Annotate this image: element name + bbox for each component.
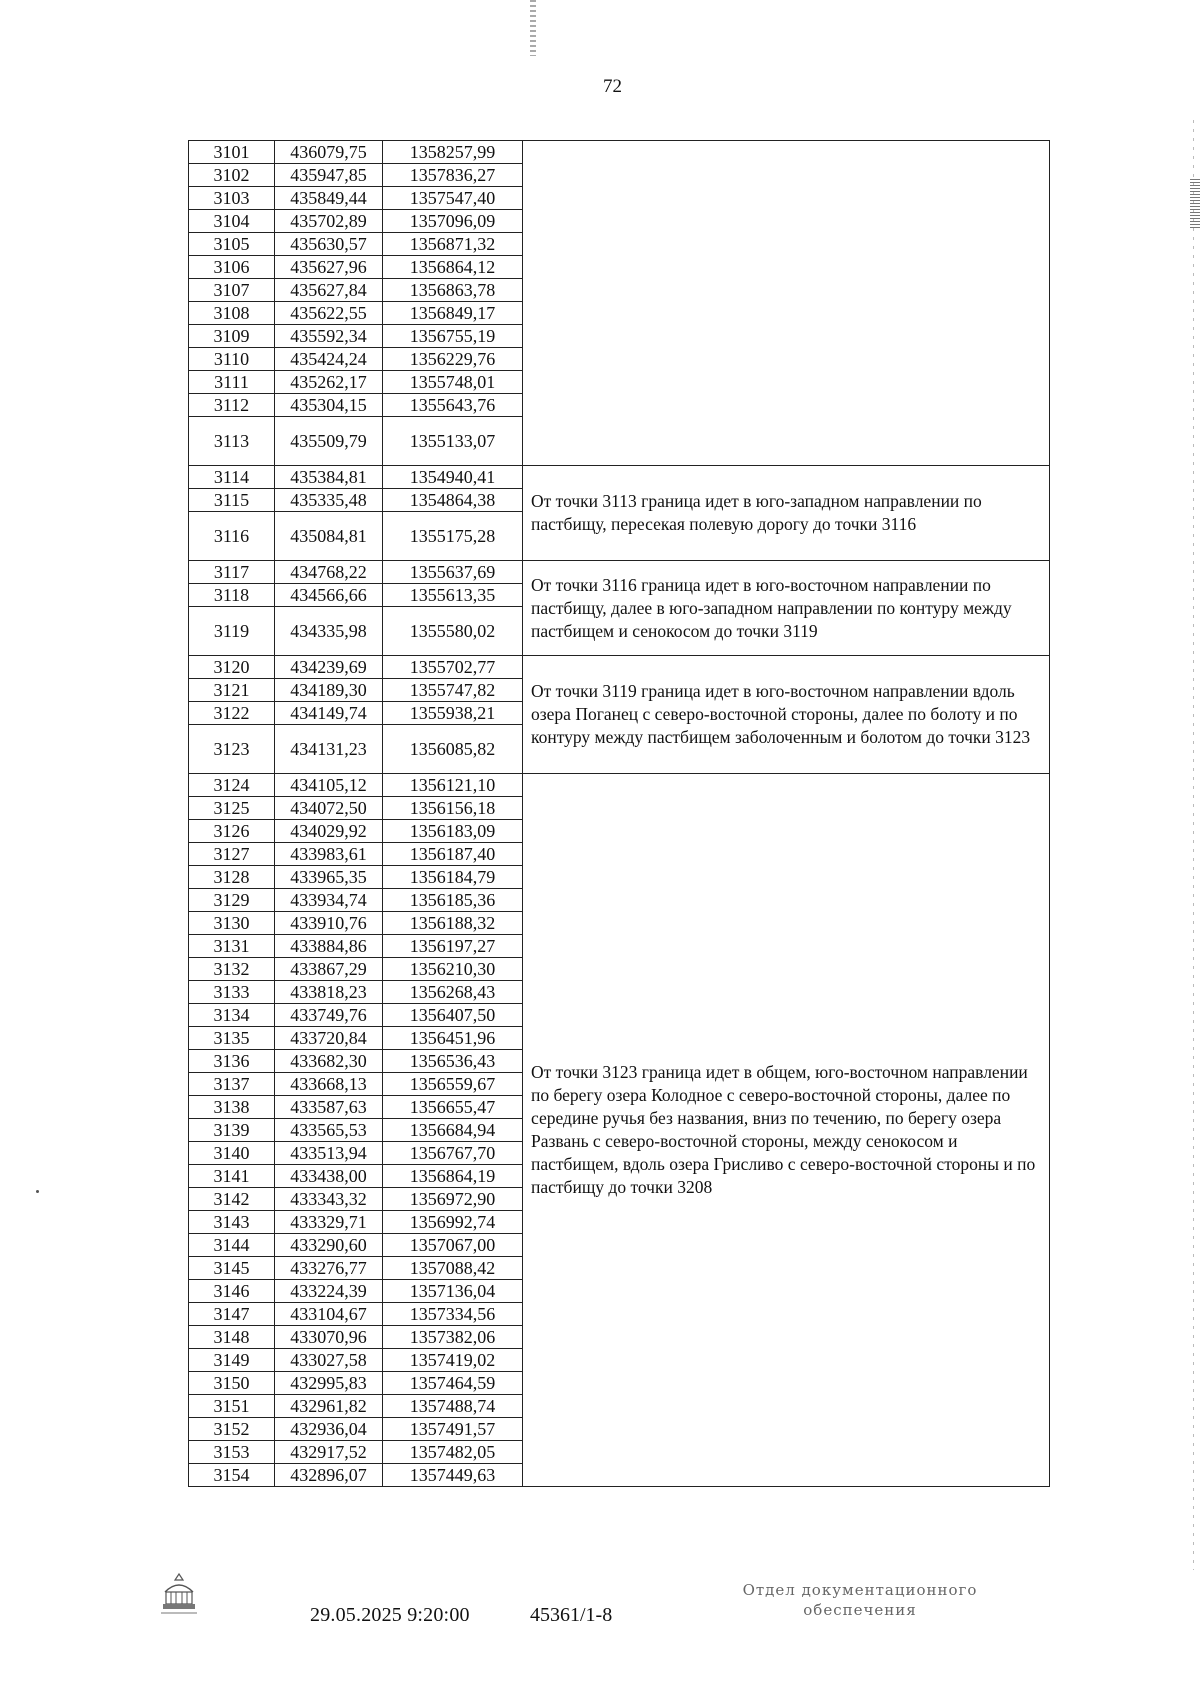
x-coordinate-cell: 435335,48 xyxy=(275,489,383,512)
boundary-description-cell: От точки 3116 граница идет в юго-восточном направлении по пастбищу, далее в юго-западном направлении по контуру между пастбищем и сенокосом до точки 3119 xyxy=(523,561,1050,656)
y-coordinate-cell: 1356184,79 xyxy=(383,866,523,889)
x-coordinate-cell: 435592,34 xyxy=(275,325,383,348)
y-coordinate-cell: 1356187,40 xyxy=(383,843,523,866)
point-number-cell: 3140 xyxy=(189,1142,275,1165)
point-number-cell: 3125 xyxy=(189,797,275,820)
point-number-cell: 3119 xyxy=(189,607,275,656)
x-coordinate-cell: 433720,84 xyxy=(275,1027,383,1050)
x-coordinate-cell: 434239,69 xyxy=(275,656,383,679)
y-coordinate-cell: 1356451,96 xyxy=(383,1027,523,1050)
point-number-cell: 3123 xyxy=(189,725,275,774)
point-number-cell: 3104 xyxy=(189,210,275,233)
emblem-icon xyxy=(157,1570,201,1616)
stamp-line-1: Отдел документационного xyxy=(742,1581,978,1599)
point-number-cell: 3128 xyxy=(189,866,275,889)
point-number-cell: 3117 xyxy=(189,561,275,584)
y-coordinate-cell: 1355175,28 xyxy=(383,512,523,561)
y-coordinate-cell: 1356183,09 xyxy=(383,820,523,843)
x-coordinate-cell: 433884,86 xyxy=(275,935,383,958)
x-coordinate-cell: 433910,76 xyxy=(275,912,383,935)
point-number-cell: 3110 xyxy=(189,348,275,371)
y-coordinate-cell: 1356229,76 xyxy=(383,348,523,371)
point-number-cell: 3150 xyxy=(189,1372,275,1395)
y-coordinate-cell: 1356407,50 xyxy=(383,1004,523,1027)
point-number-cell: 3107 xyxy=(189,279,275,302)
point-number-cell: 3103 xyxy=(189,187,275,210)
scan-artifact-edge xyxy=(1193,120,1194,1570)
y-coordinate-cell: 1355748,01 xyxy=(383,371,523,394)
x-coordinate-cell: 434566,66 xyxy=(275,584,383,607)
x-coordinate-cell: 434105,12 xyxy=(275,774,383,797)
y-coordinate-cell: 1356684,94 xyxy=(383,1119,523,1142)
point-number-cell: 3151 xyxy=(189,1395,275,1418)
x-coordinate-cell: 434768,22 xyxy=(275,561,383,584)
point-number-cell: 3154 xyxy=(189,1464,275,1487)
point-number-cell: 3122 xyxy=(189,702,275,725)
y-coordinate-cell: 1356871,32 xyxy=(383,233,523,256)
point-number-cell: 3121 xyxy=(189,679,275,702)
point-number-cell: 3112 xyxy=(189,394,275,417)
point-number-cell: 3148 xyxy=(189,1326,275,1349)
x-coordinate-cell: 435304,15 xyxy=(275,394,383,417)
x-coordinate-cell: 433668,13 xyxy=(275,1073,383,1096)
x-coordinate-cell: 433983,61 xyxy=(275,843,383,866)
x-coordinate-cell: 432936,04 xyxy=(275,1418,383,1441)
footer-date: 29.05.2025 9:20:00 xyxy=(310,1604,470,1626)
y-coordinate-cell: 1356185,36 xyxy=(383,889,523,912)
x-coordinate-cell: 432961,82 xyxy=(275,1395,383,1418)
x-coordinate-cell: 435084,81 xyxy=(275,512,383,561)
point-number-cell: 3149 xyxy=(189,1349,275,1372)
x-coordinate-cell: 436079,75 xyxy=(275,141,383,164)
y-coordinate-cell: 1357067,00 xyxy=(383,1234,523,1257)
y-coordinate-cell: 1356156,18 xyxy=(383,797,523,820)
y-coordinate-cell: 1356210,30 xyxy=(383,958,523,981)
point-number-cell: 3111 xyxy=(189,371,275,394)
y-coordinate-cell: 1355747,82 xyxy=(383,679,523,702)
y-coordinate-cell: 1355637,69 xyxy=(383,561,523,584)
point-number-cell: 3139 xyxy=(189,1119,275,1142)
y-coordinate-cell: 1356188,32 xyxy=(383,912,523,935)
y-coordinate-cell: 1356268,43 xyxy=(383,981,523,1004)
coordinates-table xyxy=(188,140,1050,1487)
y-coordinate-cell: 1358257,99 xyxy=(383,141,523,164)
y-coordinate-cell: 1357419,02 xyxy=(383,1349,523,1372)
point-number-cell: 3141 xyxy=(189,1165,275,1188)
point-number-cell: 3147 xyxy=(189,1303,275,1326)
x-coordinate-cell: 435424,24 xyxy=(275,348,383,371)
x-coordinate-cell: 433934,74 xyxy=(275,889,383,912)
point-number-cell: 3120 xyxy=(189,656,275,679)
point-number-cell: 3136 xyxy=(189,1050,275,1073)
y-coordinate-cell: 1355643,76 xyxy=(383,394,523,417)
table-row xyxy=(189,774,1050,797)
x-coordinate-cell: 433587,63 xyxy=(275,1096,383,1119)
y-coordinate-cell: 1357464,59 xyxy=(383,1372,523,1395)
department-stamp xyxy=(710,1580,1010,1620)
x-coordinate-cell: 435702,89 xyxy=(275,210,383,233)
x-coordinate-cell: 434072,50 xyxy=(275,797,383,820)
x-coordinate-cell: 432995,83 xyxy=(275,1372,383,1395)
y-coordinate-cell: 1357488,74 xyxy=(383,1395,523,1418)
y-coordinate-cell: 1356849,17 xyxy=(383,302,523,325)
table-row xyxy=(189,466,1050,489)
y-coordinate-cell: 1356559,67 xyxy=(383,1073,523,1096)
point-number-cell: 3126 xyxy=(189,820,275,843)
coordinates-table-body xyxy=(189,141,1050,1487)
y-coordinate-cell: 1356972,90 xyxy=(383,1188,523,1211)
point-number-cell: 3118 xyxy=(189,584,275,607)
x-coordinate-cell: 434131,23 xyxy=(275,725,383,774)
x-coordinate-cell: 432917,52 xyxy=(275,1441,383,1464)
x-coordinate-cell: 433867,29 xyxy=(275,958,383,981)
point-number-cell: 3113 xyxy=(189,417,275,466)
x-coordinate-cell: 433818,23 xyxy=(275,981,383,1004)
x-coordinate-cell: 433513,94 xyxy=(275,1142,383,1165)
x-coordinate-cell: 433070,96 xyxy=(275,1326,383,1349)
y-coordinate-cell: 1355613,35 xyxy=(383,584,523,607)
y-coordinate-cell: 1357096,09 xyxy=(383,210,523,233)
point-number-cell: 3101 xyxy=(189,141,275,164)
y-coordinate-cell: 1357088,42 xyxy=(383,1257,523,1280)
boundary-description-cell: От точки 3113 граница идет в юго-западном направлении по пастбищу, пересекая полевую дорогу до точки 3116 xyxy=(523,466,1050,561)
x-coordinate-cell: 434149,74 xyxy=(275,702,383,725)
x-coordinate-cell: 433224,39 xyxy=(275,1280,383,1303)
x-coordinate-cell: 433104,67 xyxy=(275,1303,383,1326)
x-coordinate-cell: 434335,98 xyxy=(275,607,383,656)
x-coordinate-cell: 433565,53 xyxy=(275,1119,383,1142)
table-row xyxy=(189,561,1050,584)
page-number: 72 xyxy=(603,76,622,97)
point-number-cell: 3135 xyxy=(189,1027,275,1050)
y-coordinate-cell: 1354864,38 xyxy=(383,489,523,512)
point-number-cell: 3109 xyxy=(189,325,275,348)
point-number-cell: 3145 xyxy=(189,1257,275,1280)
point-number-cell: 3143 xyxy=(189,1211,275,1234)
point-number-cell: 3133 xyxy=(189,981,275,1004)
y-coordinate-cell: 1357382,06 xyxy=(383,1326,523,1349)
scan-artifact-top xyxy=(530,0,536,56)
y-coordinate-cell: 1355133,07 xyxy=(383,417,523,466)
x-coordinate-cell: 434189,30 xyxy=(275,679,383,702)
y-coordinate-cell: 1357449,63 xyxy=(383,1464,523,1487)
y-coordinate-cell: 1357334,56 xyxy=(383,1303,523,1326)
y-coordinate-cell: 1357836,27 xyxy=(383,164,523,187)
table-row xyxy=(189,656,1050,679)
point-number-cell: 3146 xyxy=(189,1280,275,1303)
point-number-cell: 3116 xyxy=(189,512,275,561)
scan-dot xyxy=(36,1190,39,1193)
x-coordinate-cell: 433343,32 xyxy=(275,1188,383,1211)
x-coordinate-cell: 434029,92 xyxy=(275,820,383,843)
x-coordinate-cell: 433329,71 xyxy=(275,1211,383,1234)
x-coordinate-cell: 435947,85 xyxy=(275,164,383,187)
boundary-description-cell: От точки 3123 граница идет в общем, юго-восточном направлении по берегу озера Колодное с северо-восточной стороны, далее по середине ручья без названия, вниз по течению, по берегу озера Развань с северо-восточной стороны, между сенокосом и пастбищем, вдоль озера Грисливо с северо-восточной стороны и по пастбищу до точки 3208 xyxy=(523,774,1050,1487)
y-coordinate-cell: 1357547,40 xyxy=(383,187,523,210)
footer-document-code: 45361/1-8 xyxy=(530,1604,613,1626)
y-coordinate-cell: 1356197,27 xyxy=(383,935,523,958)
x-coordinate-cell: 435622,55 xyxy=(275,302,383,325)
point-number-cell: 3124 xyxy=(189,774,275,797)
x-coordinate-cell: 435849,44 xyxy=(275,187,383,210)
y-coordinate-cell: 1356767,70 xyxy=(383,1142,523,1165)
x-coordinate-cell: 435262,17 xyxy=(275,371,383,394)
point-number-cell: 3137 xyxy=(189,1073,275,1096)
point-number-cell: 3152 xyxy=(189,1418,275,1441)
point-number-cell: 3127 xyxy=(189,843,275,866)
x-coordinate-cell: 433965,35 xyxy=(275,866,383,889)
x-coordinate-cell: 435627,84 xyxy=(275,279,383,302)
y-coordinate-cell: 1356863,78 xyxy=(383,279,523,302)
y-coordinate-cell: 1356755,19 xyxy=(383,325,523,348)
x-coordinate-cell: 435509,79 xyxy=(275,417,383,466)
y-coordinate-cell: 1356536,43 xyxy=(383,1050,523,1073)
y-coordinate-cell: 1356121,10 xyxy=(383,774,523,797)
point-number-cell: 3134 xyxy=(189,1004,275,1027)
point-number-cell: 3153 xyxy=(189,1441,275,1464)
stamp-line-2: обеспечения xyxy=(803,1601,917,1619)
y-coordinate-cell: 1354940,41 xyxy=(383,466,523,489)
x-coordinate-cell: 433276,77 xyxy=(275,1257,383,1280)
boundary-description-cell: От точки 3119 граница идет в юго-восточном направлении вдоль озера Поганец с северо-восточной стороны, далее по болоту и по контуру между пастбищем заболоченным и болотом до точки 3123 xyxy=(523,656,1050,774)
y-coordinate-cell: 1355702,77 xyxy=(383,656,523,679)
x-coordinate-cell: 435630,57 xyxy=(275,233,383,256)
x-coordinate-cell: 432896,07 xyxy=(275,1464,383,1487)
point-number-cell: 3106 xyxy=(189,256,275,279)
y-coordinate-cell: 1356992,74 xyxy=(383,1211,523,1234)
y-coordinate-cell: 1357482,05 xyxy=(383,1441,523,1464)
y-coordinate-cell: 1356085,82 xyxy=(383,725,523,774)
x-coordinate-cell: 433682,30 xyxy=(275,1050,383,1073)
y-coordinate-cell: 1356864,12 xyxy=(383,256,523,279)
y-coordinate-cell: 1355938,21 xyxy=(383,702,523,725)
y-coordinate-cell: 1356655,47 xyxy=(383,1096,523,1119)
point-number-cell: 3105 xyxy=(189,233,275,256)
point-number-cell: 3131 xyxy=(189,935,275,958)
point-number-cell: 3115 xyxy=(189,489,275,512)
point-number-cell: 3129 xyxy=(189,889,275,912)
y-coordinate-cell: 1356864,19 xyxy=(383,1165,523,1188)
x-coordinate-cell: 433290,60 xyxy=(275,1234,383,1257)
point-number-cell: 3144 xyxy=(189,1234,275,1257)
point-number-cell: 3114 xyxy=(189,466,275,489)
x-coordinate-cell: 433438,00 xyxy=(275,1165,383,1188)
boundary-description-cell xyxy=(523,141,1050,466)
table-row xyxy=(189,141,1050,164)
point-number-cell: 3108 xyxy=(189,302,275,325)
y-coordinate-cell: 1357491,57 xyxy=(383,1418,523,1441)
y-coordinate-cell: 1357136,04 xyxy=(383,1280,523,1303)
x-coordinate-cell: 435627,96 xyxy=(275,256,383,279)
x-coordinate-cell: 433027,58 xyxy=(275,1349,383,1372)
point-number-cell: 3138 xyxy=(189,1096,275,1119)
point-number-cell: 3142 xyxy=(189,1188,275,1211)
x-coordinate-cell: 435384,81 xyxy=(275,466,383,489)
x-coordinate-cell: 433749,76 xyxy=(275,1004,383,1027)
scan-artifact-mark xyxy=(1190,178,1200,228)
point-number-cell: 3132 xyxy=(189,958,275,981)
point-number-cell: 3130 xyxy=(189,912,275,935)
point-number-cell: 3102 xyxy=(189,164,275,187)
y-coordinate-cell: 1355580,02 xyxy=(383,607,523,656)
